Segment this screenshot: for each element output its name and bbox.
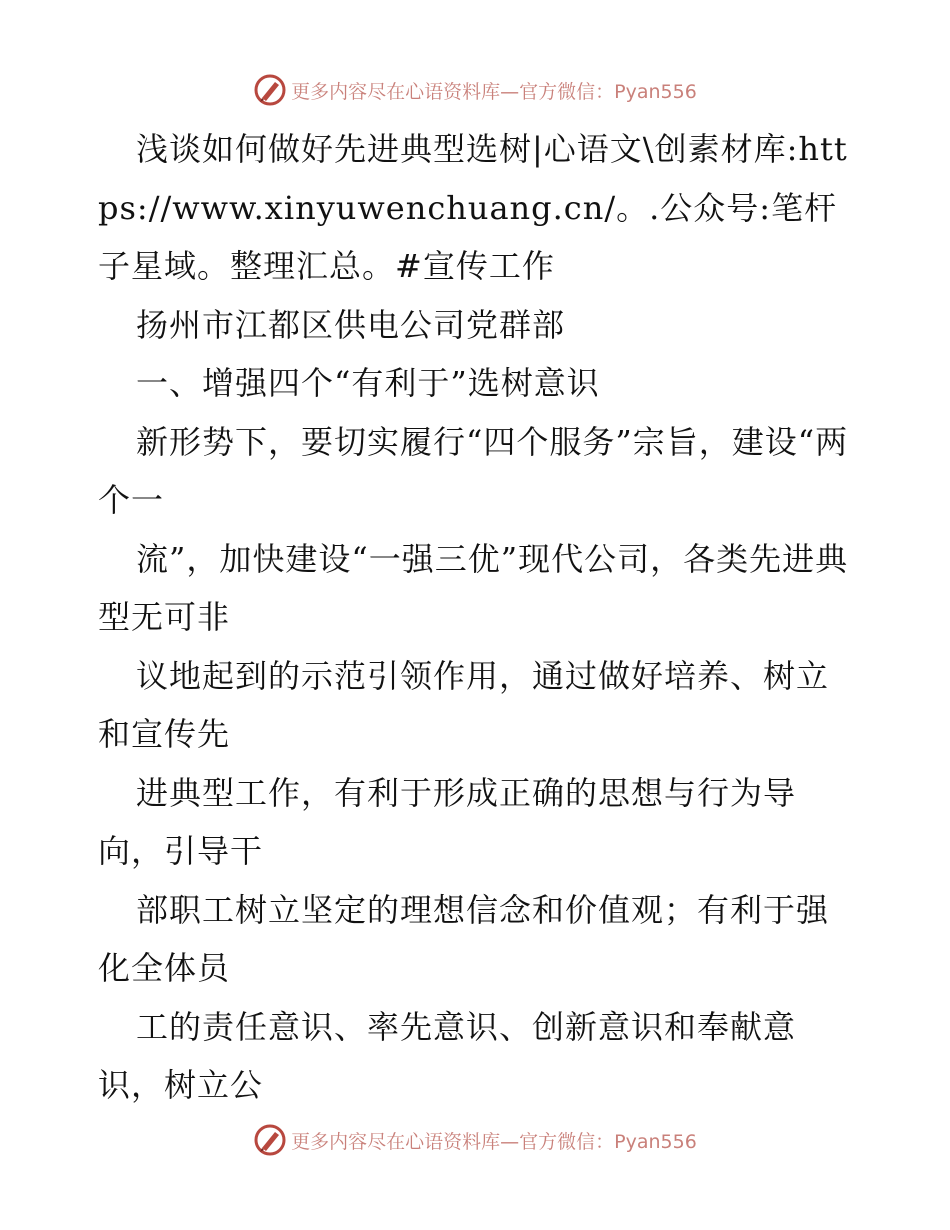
paragraph-6: 议地起到的示范引领作用，通过做好培养、树立和宣传先 [98,656,830,753]
paragraph-8: 部职工树立坚定的理想信念和价值观；有利于强化全体员 [98,890,830,987]
paragraph-1: 浅谈如何做好先进典型选树|心语文\创素材库:https://www.xinyuwenchuang.cn/。.公众号:笔杆子星域。整理汇总。#宣传工作 [98,130,848,285]
pen-logo-icon [253,73,287,107]
pen-logo-icon [253,1123,287,1157]
document-body [98,120,858,1115]
paragraph-7: 进典型工作，有利于形成正确的思想与行为导向，引导干 [98,773,797,870]
header-watermark-banner [0,70,950,110]
header-watermark-text: 更多内容尽在心语资料库—官方微信：Pyan556 [291,80,697,103]
paragraph-9: 工的责任意识、率先意识、创新意识和奉献意识，树立公 [98,1007,797,1104]
paragraph-2: 扬州市江都区供电公司党群部 [136,305,566,344]
paragraph-4: 新形势下，要切实履行“四个服务”宗旨，建设“两个一 [98,422,849,519]
paragraph-5: 流”，加快建设“一强三优”现代公司，各类先进典型无可非 [98,539,849,636]
footer-watermark-text: 更多内容尽在心语资料库—官方微信：Pyan556 [291,1130,697,1153]
paragraph-3: 一、增强四个“有利于”选树意识 [136,364,600,402]
footer-watermark-banner [0,1120,950,1160]
